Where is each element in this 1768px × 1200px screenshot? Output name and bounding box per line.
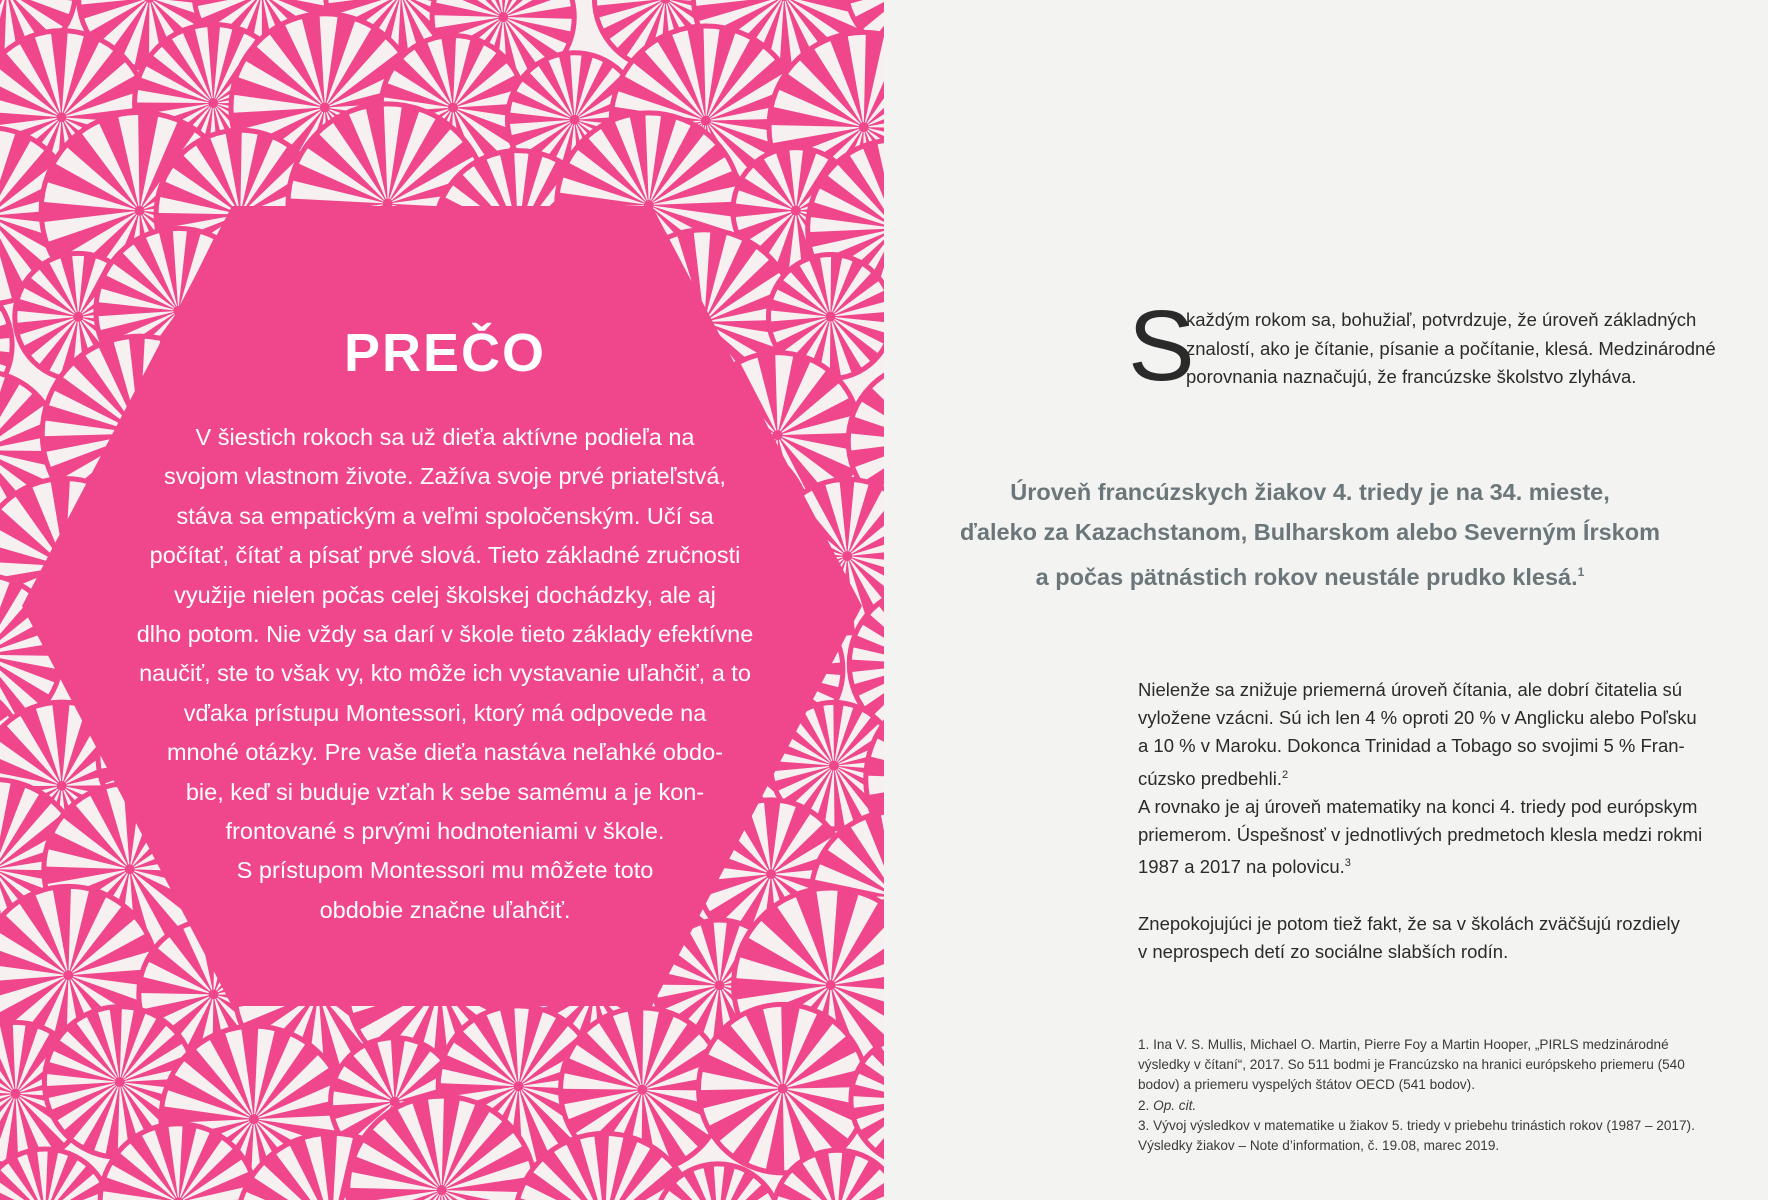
footnotes (1138, 1035, 1718, 1156)
text-line: S prístupom Montessori mu môžete toto (236, 857, 654, 884)
drop-cap: S (1128, 290, 1195, 402)
text-segment: cúzsko predbehli. (1138, 767, 1282, 789)
intro-paragraph (1128, 290, 1716, 402)
text-line: každým rokom sa, bohužiaľ, potvrdzuje, že úroveň základných (1186, 309, 1697, 330)
pull-quote (960, 472, 1660, 597)
text-line: mnohé otázky. Pre vaše dieťa nastáva neľahké obdo- (166, 739, 724, 766)
right-page (884, 0, 1768, 1200)
text-line: frontované s prvými hodnoteniami v škole. (225, 818, 665, 845)
text-line: v neprospech detí zo sociálne slabších rodín. (1138, 940, 1509, 962)
text-line: počítať, čítať a písať prvé slová. Tieto základné zručnosti (149, 542, 741, 569)
footnote-number: 2. (1138, 1097, 1154, 1113)
text-line: vďaka prístupu Montessori, ktorý má odpovede na (183, 699, 707, 726)
footnote-ref: 3 (1344, 857, 1351, 870)
body-text (1138, 676, 1706, 966)
text-line: porovnania naznačujú, že francúzske školstvo zlyháva. (1186, 366, 1637, 387)
text-line: bie, keď si buduje vzťah k sebe samému a je kon- (185, 778, 705, 805)
pull-quote-line: Úroveň francúzskych žiakov 4. triedy je na 34. mieste, (1010, 479, 1610, 505)
footnote-italic: Op. cit. (1153, 1097, 1197, 1113)
text-line: priemerom. Úspešnosť v jednotlivých predmetoch klesla medzi rokmi (1138, 824, 1703, 846)
section-title: PREČO (343, 323, 547, 383)
footnote-line: Výsledky žiakov – Note d’information, č. 19.08, marec 2019. (1138, 1138, 1500, 1154)
text-line: V šiestich rokoch sa už dieťa aktívne podieľa na (195, 424, 695, 450)
text-line (1138, 849, 1706, 881)
footnote-line (1138, 1096, 1718, 1116)
text-line: využije nielen počas celej školskej dochádzky, ale aj (174, 581, 716, 608)
pull-quote-text: a počas pätnástich rokov neustále prudko klesá. (1035, 563, 1578, 590)
hexagon-text (80, 418, 810, 930)
text-line: Nielenže sa znižuje priemerná úroveň čítania, ale dobrí čitatelia sú (1138, 679, 1682, 700)
text-line: A rovnako je aj úroveň matematiky na konci 4. triedy pod európskym (1138, 795, 1698, 817)
text-line: vyložene vzácni. Sú ich len 4 % oproti 20 % v Anglicku alebo Poľsku (1138, 707, 1697, 729)
text-line (1138, 761, 1706, 793)
footnote-line: výsledky v čítaní“, 2017. So 511 bodmi je Francúzsko na hranici európskeho priemeru (540 (1138, 1057, 1685, 1073)
text-line: obdobie značne uľahčiť. (319, 896, 571, 923)
text-line: dlho potom. Nie vždy sa darí v škole tieto základy efektívne (136, 621, 754, 648)
text-line: naučiť, ste to však vy, kto môže ich vystavanie uľahčiť, a to (139, 660, 751, 687)
text-line: stáva sa empatickým a veľmi spoločenským. Učí sa (176, 502, 714, 529)
footnote-line: 1. Ina V. S. Mullis, Michael O. Martin, Pierre Foy a Martin Hooper, „PIRLS medzinárodné (1138, 1037, 1669, 1052)
text-line: a 10 % v Maroku. Dokonca Trinidad a Tobago so svojimi 5 % Fran- (1138, 735, 1685, 757)
text-line: Znepokojujúci je potom tiež fakt, že sa v školách zväčšujú rozdiely (1138, 912, 1680, 934)
text-line: svojom vlastnom živote. Zažíva svoje prvé priateľstvá, (164, 463, 726, 490)
footnote-ref: 2 (1281, 768, 1289, 781)
footnote-ref: 1 (1577, 565, 1585, 579)
footnote-line: 3. Vývoj výsledkov v matematike u žiakov 5. triedy v priebehu trinástich rokov (1987 – 2017). (1138, 1117, 1695, 1133)
pull-quote-line (960, 552, 1660, 597)
text-line: znalostí, ako je čítanie, písanie a počítanie, klesá. Medzinárodné (1186, 337, 1716, 359)
text-segment: 1987 a 2017 na polovicu. (1138, 856, 1345, 878)
pull-quote-line: ďaleko za Kazachstanom, Bulharskom alebo Severným Írskom (960, 519, 1660, 545)
footnote-line: bodov) a priemeru vyspelých štátov OECD (541 bodov). (1138, 1077, 1475, 1093)
